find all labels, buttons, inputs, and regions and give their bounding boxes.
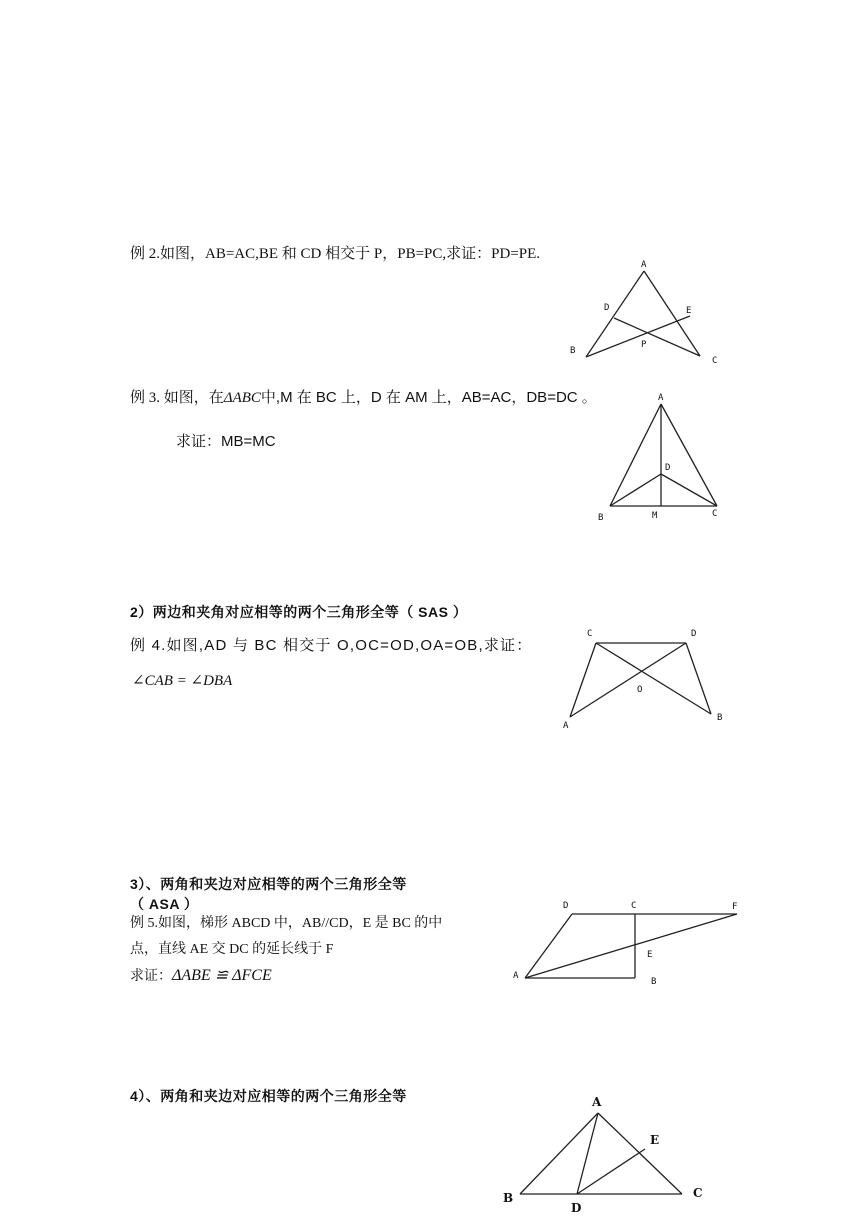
label-c: C [712, 509, 718, 519]
example-5-prove-math: ΔABE ≌ ΔFCE [172, 967, 272, 984]
label-e: E [650, 1133, 660, 1147]
label-e: E [686, 306, 692, 316]
segment-ab [586, 271, 644, 357]
label-b: B [570, 346, 576, 356]
segment-ac [598, 1113, 682, 1194]
section-3-heading-line-2: （ ASA ） [130, 896, 199, 912]
example-5-figure [505, 895, 755, 990]
label-b: B [717, 713, 723, 723]
section-2-heading: 2）两边和夹角对应相等的两个三角形全等（ SAS ） [130, 604, 468, 620]
label-e: E [647, 950, 653, 960]
label-b: B [503, 1191, 514, 1205]
segment-da [525, 914, 572, 978]
segment-ab [520, 1113, 598, 1194]
example-5-line-2: 点，直线 AE 交 DC 的延长线于 F [130, 942, 334, 957]
segment-af [525, 914, 737, 978]
segment-cb [596, 643, 711, 714]
section-3-heading-line-1: 3）、两角和夹边对应相等的两个三角形全等 [130, 876, 407, 892]
example-2-text: 例 2.如图，AB=AC,BE 和 CD 相交于 P，PB=PC,求证：PD=PE. [130, 246, 541, 262]
section-4-figure [495, 1088, 715, 1214]
label-d: D [571, 1201, 582, 1215]
label-b: B [651, 977, 657, 987]
example-4-text: 例 4.如图,AD 与 BC 相交于 O,OC=OD,OA=OB,求证： [130, 637, 533, 654]
label-c: C [693, 1186, 703, 1200]
label-p: P [641, 340, 647, 350]
label-d: D [604, 303, 610, 313]
example-3-figure [595, 390, 725, 525]
example-3-prove: 求证：MB=MC [176, 433, 276, 450]
example-3-suffix: 中,M 在 BC 上，D 在 AM 上，AB=AC，DB=DC 。 [260, 389, 597, 406]
segment-ca [570, 643, 596, 717]
label-c: C [712, 356, 718, 366]
label-c: C [631, 901, 637, 911]
example-5-prove-label: 求证： [130, 969, 172, 984]
example-3-prefix: 例 3. 如图，在 [130, 390, 224, 406]
label-o: O [637, 685, 643, 695]
label-d: D [691, 629, 697, 639]
label-a: A [563, 721, 569, 731]
example-5-prove [130, 966, 272, 987]
label-d: D [563, 901, 569, 911]
segment-db [686, 643, 711, 714]
label-b: B [598, 513, 604, 523]
example-3-triangle: ΔABC [223, 390, 261, 406]
example-5-line-1: 例 5.如图，梯形 ABCD 中，AB//CD，E 是 BC 的中 [130, 916, 443, 931]
example-2-figure [560, 255, 730, 370]
label-a: A [658, 393, 664, 403]
segment-da [570, 643, 686, 717]
label-m: M [652, 511, 658, 521]
example-4-math: ∠CAB = ∠DBA [132, 673, 233, 689]
example-3-text [130, 388, 597, 408]
label-a: A [513, 971, 519, 981]
section-4-heading: 4）、两角和夹边对应相等的两个三角形全等 [130, 1088, 407, 1104]
label-c: C [587, 629, 593, 639]
label-a: A [641, 260, 647, 270]
label-f: F [732, 902, 738, 912]
example-4-figure [545, 622, 735, 732]
label-a: A [592, 1095, 602, 1109]
segment-be [586, 316, 690, 357]
label-d: D [665, 463, 671, 473]
